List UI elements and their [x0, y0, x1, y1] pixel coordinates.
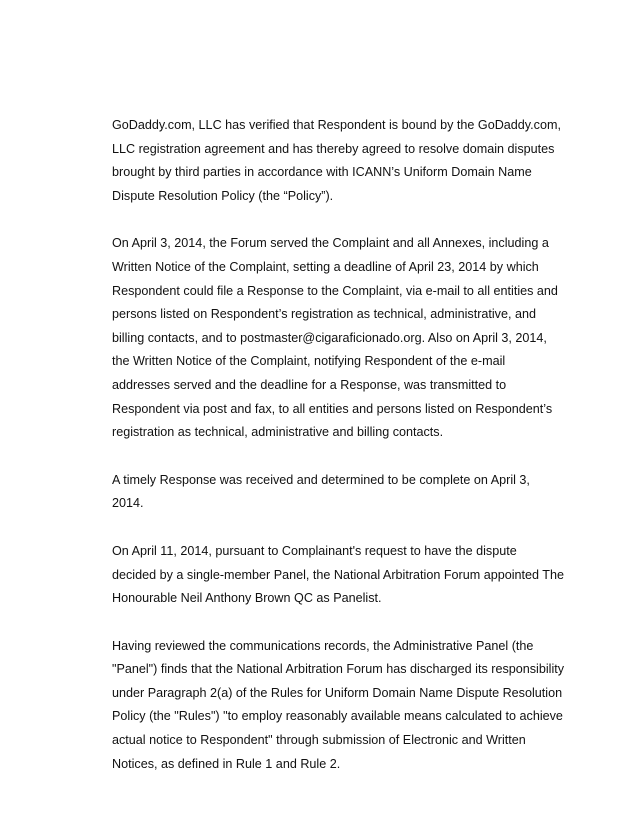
- paragraph-panel-appointment: [112, 540, 582, 611]
- text-line: On April 3, 2014, the Forum served the Complaint and all Annexes, including a: [112, 236, 549, 251]
- text-line: actual notice to Respondent" through submission of Electronic and Written: [112, 733, 526, 748]
- text-line: under Paragraph 2(a) of the Rules for Uniform Domain Name Dispute Resolution: [112, 685, 563, 700]
- text-line: registration as technical, administrative and billing contacts.: [112, 425, 444, 440]
- text-line: A timely Response was received and determined to be complete on April 3,: [112, 472, 530, 487]
- text-line: Written Notice of the Complaint, setting a deadline of April 23, 2014 by which: [112, 259, 539, 274]
- text-line: Respondent via post and fax, to all entities and persons listed on Respondent’s: [112, 401, 553, 416]
- text-line: Dispute Resolution Policy (the “Policy”).: [112, 188, 334, 203]
- paragraph-response-received: [112, 469, 582, 516]
- text-line: "Panel") finds that the National Arbitration Forum has discharged its responsibility: [112, 662, 565, 677]
- text-line: decided by a single-member Panel, the National Arbitration Forum appointed The: [112, 567, 565, 582]
- text-line: On April 11, 2014, pursuant to Complainant's request to have the dispute: [112, 543, 517, 558]
- paragraph-registration-verification: [112, 114, 582, 208]
- text-line: LLC registration agreement and has thereby agreed to resolve domain disputes: [112, 141, 555, 156]
- document-body: [112, 114, 582, 800]
- paragraph-panel-findings: [112, 635, 582, 777]
- text-line: 2014.: [112, 496, 144, 511]
- text-line: Respondent could file a Response to the Complaint, via e-mail to all entities and: [112, 283, 558, 298]
- text-line: Having reviewed the communications records, the Administrative Panel (the: [112, 638, 534, 653]
- text-line: the Written Notice of the Complaint, notifying Respondent of the e-mail: [112, 354, 506, 369]
- text-line: Notices, as defined in Rule 1 and Rule 2.: [112, 756, 341, 771]
- text-line: persons listed on Respondent’s registration as technical, administrative, and: [112, 307, 536, 322]
- text-line: addresses served and the deadline for a Response, was transmitted to: [112, 377, 507, 392]
- text-line: Policy (the "Rules") "to employ reasonably available means calculated to achieve: [112, 709, 563, 724]
- text-line: GoDaddy.com, LLC has verified that Respondent is bound by the GoDaddy.com,: [112, 118, 561, 132]
- text-line: brought by third parties in accordance with ICANN’s Uniform Domain Name: [112, 165, 532, 180]
- text-line: billing contacts, and to postmaster@cigaraficionado.org. Also on April 3, 2014,: [112, 330, 547, 345]
- paragraph-complaint-service: [112, 232, 582, 444]
- text-line: Honourable Neil Anthony Brown QC as Panelist.: [112, 591, 382, 606]
